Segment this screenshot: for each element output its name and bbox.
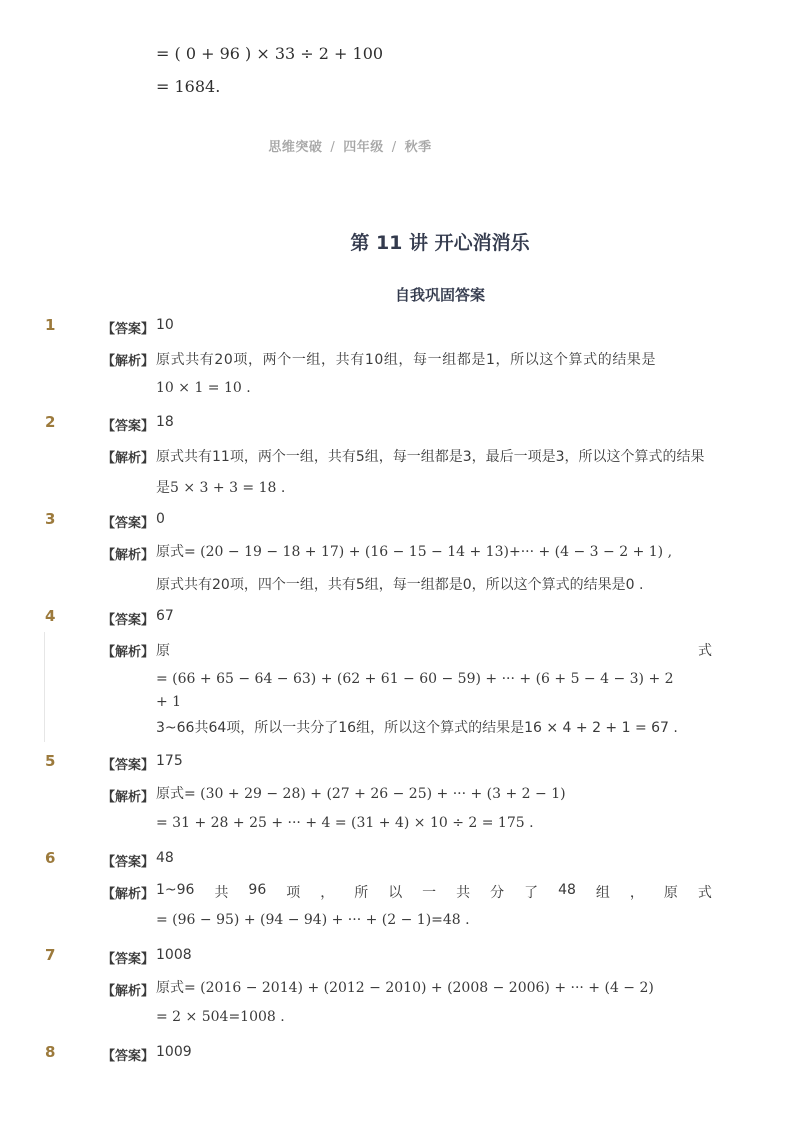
answer-tag: 【答案】 <box>102 419 155 434</box>
answer-value: 175 <box>156 753 183 769</box>
answer-tag: 【答案】 <box>102 613 155 628</box>
breadcrumb-item: 思维突破 <box>268 140 323 155</box>
analysis-tag: 【解析】 <box>102 451 155 466</box>
analysis-text-justified <box>156 640 712 660</box>
analysis-tag: 【解析】 <box>102 354 155 369</box>
analysis-text: 3~66共64项，所以一共分了16组，所以这个算式的结果是16 × 4 + 2 + 1 = 67 . <box>156 720 678 736</box>
answer-tag: 【答案】 <box>102 322 155 337</box>
analysis-word: 共 <box>214 885 229 901</box>
analysis-formula: 是5 × 3 + 3 = 18 . <box>156 480 286 496</box>
analysis-text: 原式共有20项，两个一组，共有10组，每一组都是1，所以这个算式的结果是 <box>156 352 657 368</box>
answer-value: 0 <box>156 511 165 527</box>
answer-tag: 【答案】 <box>102 516 155 531</box>
question-number: 4 <box>45 607 56 625</box>
answer-value: 10 <box>156 317 174 333</box>
answer-value: 1008 <box>156 947 192 963</box>
analysis-word: 48 <box>558 882 576 898</box>
analysis-word: ， <box>320 885 335 901</box>
formula-result-line: = 1684. <box>156 77 221 96</box>
analysis-tag: 【解析】 <box>102 645 155 660</box>
analysis-text-justified <box>156 882 712 902</box>
question-number: 6 <box>45 849 56 867</box>
answer-tag: 【答案】 <box>102 758 155 773</box>
analysis-formula: 10 × 1 = 10 . <box>156 380 251 396</box>
answer-tag: 【答案】 <box>102 1049 155 1064</box>
analysis-word: 96 <box>248 882 267 898</box>
analysis-word: 分 <box>490 885 505 901</box>
breadcrumb-item: 秋季 <box>404 140 432 155</box>
analysis-formula: 原式= (30 + 29 − 28) + (27 + 26 − 25) + ··· + (3 + 2 − 1) <box>156 786 566 802</box>
analysis-formula: = 31 + 28 + 25 + ··· + 4 = (31 + 4) × 10 ÷ 2 = 175 . <box>156 815 534 831</box>
answer-value: 18 <box>156 414 174 430</box>
question-number: 7 <box>45 946 56 964</box>
analysis-formula: = (96 − 95) + (94 − 94) + ··· + (2 − 1)=48 . <box>156 912 470 928</box>
analysis-word: 项 <box>286 885 301 901</box>
analysis-formula: 原式= (20 − 19 − 18 + 17) + (16 − 15 − 14 + 13)+··· + (4 − 3 − 2 + 1) , <box>156 544 673 560</box>
question-number: 5 <box>45 752 56 770</box>
breadcrumb-item: 四年级 <box>343 140 384 155</box>
question-number: 3 <box>45 510 56 528</box>
analysis-text: 原式共有11项，两个一组，共有5组，每一组都是3，最后一项是3，所以这个算式的结果 <box>156 449 705 465</box>
margin-divider <box>44 632 45 742</box>
analysis-word: 原 <box>663 885 678 901</box>
lecture-title: 第 11 讲 开心消消乐 <box>350 232 530 254</box>
answer-tag: 【答案】 <box>102 855 155 870</box>
answer-value: 67 <box>156 608 174 624</box>
analysis-tag: 【解析】 <box>102 548 155 563</box>
analysis-word: 原 <box>156 643 170 659</box>
analysis-tag: 【解析】 <box>102 887 155 902</box>
answer-value: 1009 <box>156 1044 192 1060</box>
section-title: 自我巩固答案 <box>394 286 485 304</box>
analysis-word: 以 <box>388 885 403 901</box>
analysis-formula: = (66 + 65 − 64 − 63) + (62 + 61 − 60 − 59) + ··· + (6 + 5 − 4 − 3) + 2 <box>156 671 674 687</box>
analysis-word: 1~96 <box>156 882 195 898</box>
analysis-word: 式 <box>697 885 712 901</box>
answer-value: 48 <box>156 850 174 866</box>
analysis-word: 组 <box>595 885 610 901</box>
formula-line: = ( 0 + 96 ) × 33 ÷ 2 + 100 <box>156 44 384 63</box>
analysis-word: ， <box>629 885 644 901</box>
question-number: 1 <box>45 316 56 334</box>
analysis-formula: + 1 <box>156 694 182 710</box>
analysis-word: 式 <box>698 643 712 659</box>
analysis-word: 一 <box>422 885 437 901</box>
analysis-word: 共 <box>456 885 471 901</box>
analysis-tag: 【解析】 <box>102 790 155 805</box>
question-number: 8 <box>45 1043 56 1061</box>
analysis-formula: = 2 × 504=1008 . <box>156 1009 285 1025</box>
question-number: 2 <box>45 413 56 431</box>
analysis-tag: 【解析】 <box>102 984 155 999</box>
breadcrumb-separator: / <box>330 140 336 155</box>
answer-tag: 【答案】 <box>102 952 155 967</box>
analysis-text: 原式共有20项，四个一组，共有5组，每一组都是0，所以这个算式的结果是0 . <box>156 577 644 593</box>
analysis-word: 所 <box>354 885 369 901</box>
breadcrumb <box>0 136 700 155</box>
breadcrumb-separator: / <box>391 140 397 155</box>
analysis-formula: 原式= (2016 − 2014) + (2012 − 2010) + (2008 − 2006) + ··· + (4 − 2) <box>156 980 654 996</box>
analysis-word: 了 <box>524 885 539 901</box>
